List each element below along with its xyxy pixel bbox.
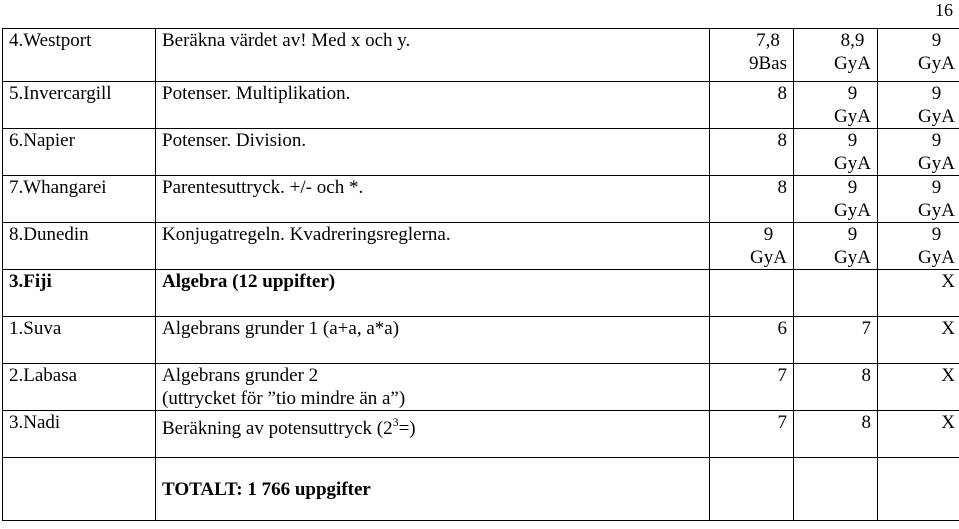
grade-cell-c: 9 GyA <box>878 223 959 270</box>
total-text: TOTALT: 1 766 uppgifter <box>156 458 710 521</box>
grade-cell-c: X <box>878 317 959 364</box>
grade-cell-b <box>794 270 878 317</box>
grade-cell-c: 9 GyA <box>878 176 959 223</box>
page-number: 16 <box>935 0 953 20</box>
grade-cell-b: 9 GyA <box>794 82 878 129</box>
description-cell: Beräkning av potensuttryck $(2^3=)$ <box>156 411 710 458</box>
grade-cell-b: 7 <box>794 317 878 364</box>
description-cell: Potenser. Multiplikation. <box>156 82 710 129</box>
section-description: Algebra (12 uppifter) <box>156 270 710 317</box>
grade-cell-b: 8 <box>794 411 878 458</box>
table-row <box>3 223 959 270</box>
empty-cell <box>710 458 794 521</box>
location-cell: 5.Invercargill <box>3 82 156 129</box>
table-row <box>3 317 959 364</box>
grade-cell-a: 8 <box>710 129 794 176</box>
description-cell: Algebrans grunder 1 (a+a, a*a) <box>156 317 710 364</box>
grade-cell-c: 9 GyA <box>878 82 959 129</box>
empty-cell <box>3 458 156 521</box>
grade-cell-a: 7 <box>710 411 794 458</box>
grade-cell-c: 9 GyA <box>878 129 959 176</box>
table-row <box>3 29 959 82</box>
table-row <box>3 364 959 411</box>
grade-cell-c: X <box>878 364 959 411</box>
location-cell: 6.Napier <box>3 129 156 176</box>
description-cell: Potenser. Division. <box>156 129 710 176</box>
curriculum-table <box>2 28 959 521</box>
table-row <box>3 82 959 129</box>
grade-cell-a: 8 <box>710 82 794 129</box>
empty-cell <box>878 458 959 521</box>
location-cell: 2.Labasa <box>3 364 156 411</box>
location-cell: 8.Dunedin <box>3 223 156 270</box>
location-cell: 1.Suva <box>3 317 156 364</box>
grade-cell-a: 9 GyA <box>710 223 794 270</box>
grade-cell-a: 7 <box>710 364 794 411</box>
grade-cell-c: X <box>878 270 959 317</box>
grade-cell-a: 7,8 9Bas <box>710 29 794 82</box>
description-cell: Parentesuttryck. +/- och *. <box>156 176 710 223</box>
grade-cell-b: 9 GyA <box>794 176 878 223</box>
section-location: 3.Fiji <box>3 270 156 317</box>
table-row <box>3 411 959 458</box>
table-row <box>3 176 959 223</box>
grade-cell-b: 9 GyA <box>794 223 878 270</box>
grade-cell-b: 8 <box>794 364 878 411</box>
description-cell: Algebrans grunder 2 (uttrycket för ”tio mindre än a”) <box>156 364 710 411</box>
grade-cell-a: 6 <box>710 317 794 364</box>
section-row <box>3 270 959 317</box>
location-cell: 4.Westport <box>3 29 156 82</box>
grade-cell-c: 9 GyA <box>878 29 959 82</box>
empty-cell <box>794 458 878 521</box>
grade-cell-c: X <box>878 411 959 458</box>
total-row <box>3 458 959 521</box>
location-cell: 3.Nadi <box>3 411 156 458</box>
table-row <box>3 129 959 176</box>
description-cell: Beräkna värdet av! Med x och y. <box>156 29 710 82</box>
grade-cell-b: 9 GyA <box>794 129 878 176</box>
grade-cell-b: 8,9 GyA <box>794 29 878 82</box>
grade-cell-a <box>710 270 794 317</box>
description-cell: Konjugatregeln. Kvadreringsreglerna. <box>156 223 710 270</box>
grade-cell-a: 8 <box>710 176 794 223</box>
location-cell: 7.Whangarei <box>3 176 156 223</box>
